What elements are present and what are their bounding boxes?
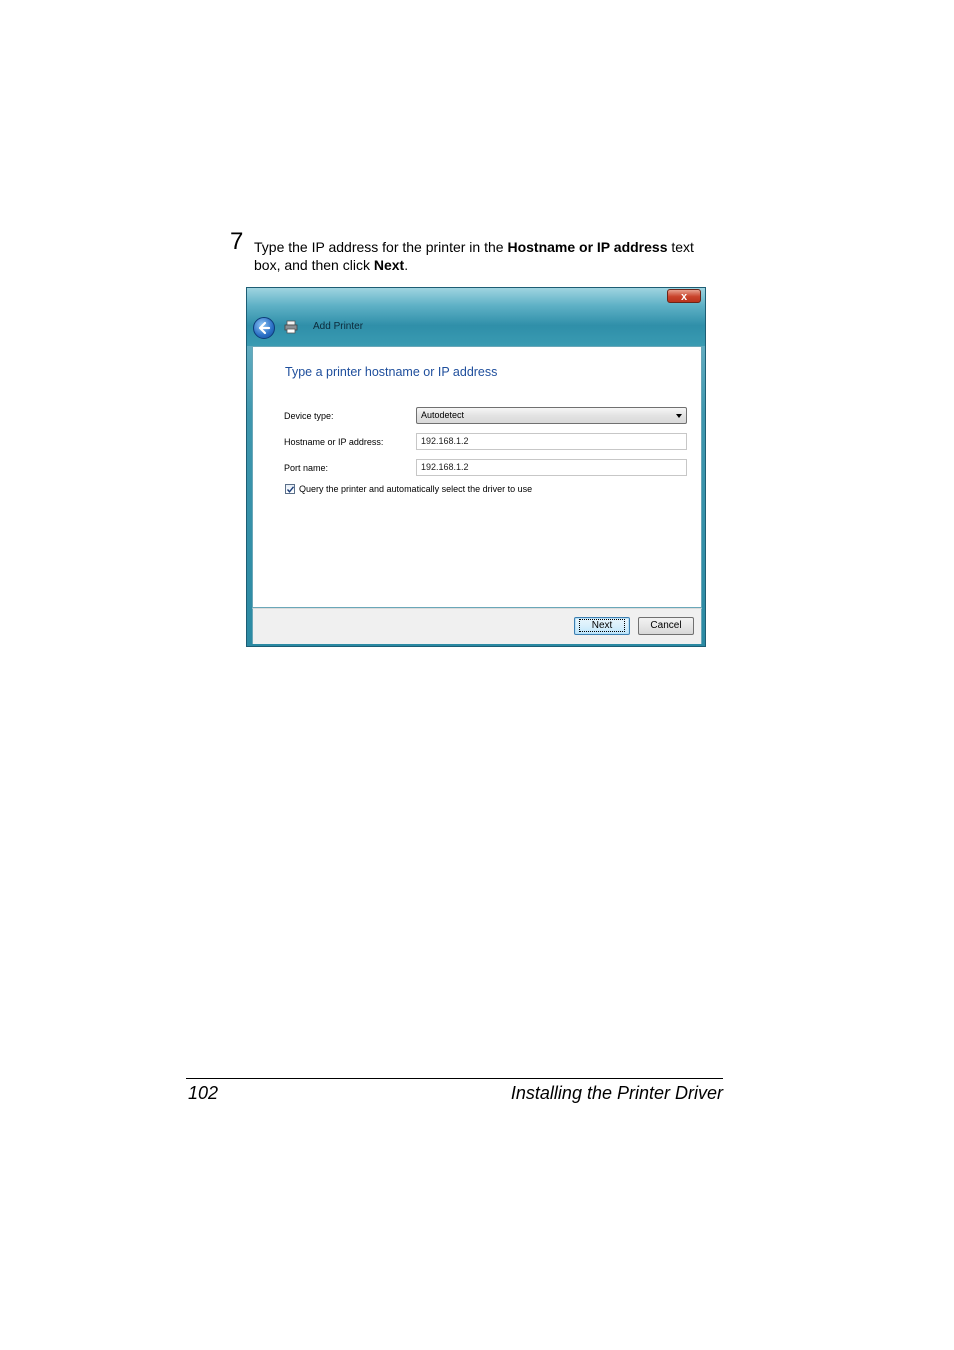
cancel-button[interactable]: Cancel <box>638 617 694 635</box>
step-bold-next: Next <box>373 257 405 273</box>
section-title: Installing the Printer Driver <box>510 1083 723 1103</box>
query-printer-label: Query the printer and automatically select the driver to use <box>299 484 533 494</box>
step-text-part: Type the IP address for the printer in the <box>254 239 508 255</box>
port-name-label: Port name: <box>284 463 329 473</box>
port-name-input[interactable]: 192.168.1.2 <box>416 459 687 476</box>
step-text-part: . <box>404 257 409 273</box>
step-text-part: text box, and then click <box>254 239 694 273</box>
hostname-input[interactable]: 192.168.1.2 <box>416 433 687 450</box>
dialog-footer <box>252 608 702 644</box>
step-number: 7 <box>230 228 244 255</box>
next-button[interactable] <box>574 617 630 635</box>
step-bold-hostname: Hostname or IP address <box>507 239 668 255</box>
query-printer-checkbox[interactable] <box>285 484 295 494</box>
next-button-label: Next <box>579 619 626 632</box>
dialog-content <box>252 346 702 608</box>
hostname-label: Hostname or IP address: <box>284 437 384 447</box>
dialog-titlebar <box>247 288 705 346</box>
add-printer-dialog <box>246 287 706 647</box>
printer-icon <box>284 320 298 334</box>
dialog-title: Add Printer <box>313 321 364 332</box>
footer-divider <box>186 1078 723 1079</box>
back-button[interactable] <box>253 317 275 339</box>
close-button[interactable] <box>667 289 701 303</box>
device-type-select[interactable] <box>416 407 687 424</box>
step-instruction <box>254 238 724 274</box>
device-type-label: Device type: <box>284 411 334 421</box>
page-number: 102 <box>188 1083 219 1103</box>
back-arrow-icon <box>257 321 271 335</box>
dialog-heading: Type a printer hostname or IP address <box>285 365 498 379</box>
close-icon: x <box>680 291 688 303</box>
checkmark-icon <box>286 485 295 494</box>
chevron-down-icon <box>676 414 682 418</box>
device-type-value: Autodetect <box>421 410 465 420</box>
